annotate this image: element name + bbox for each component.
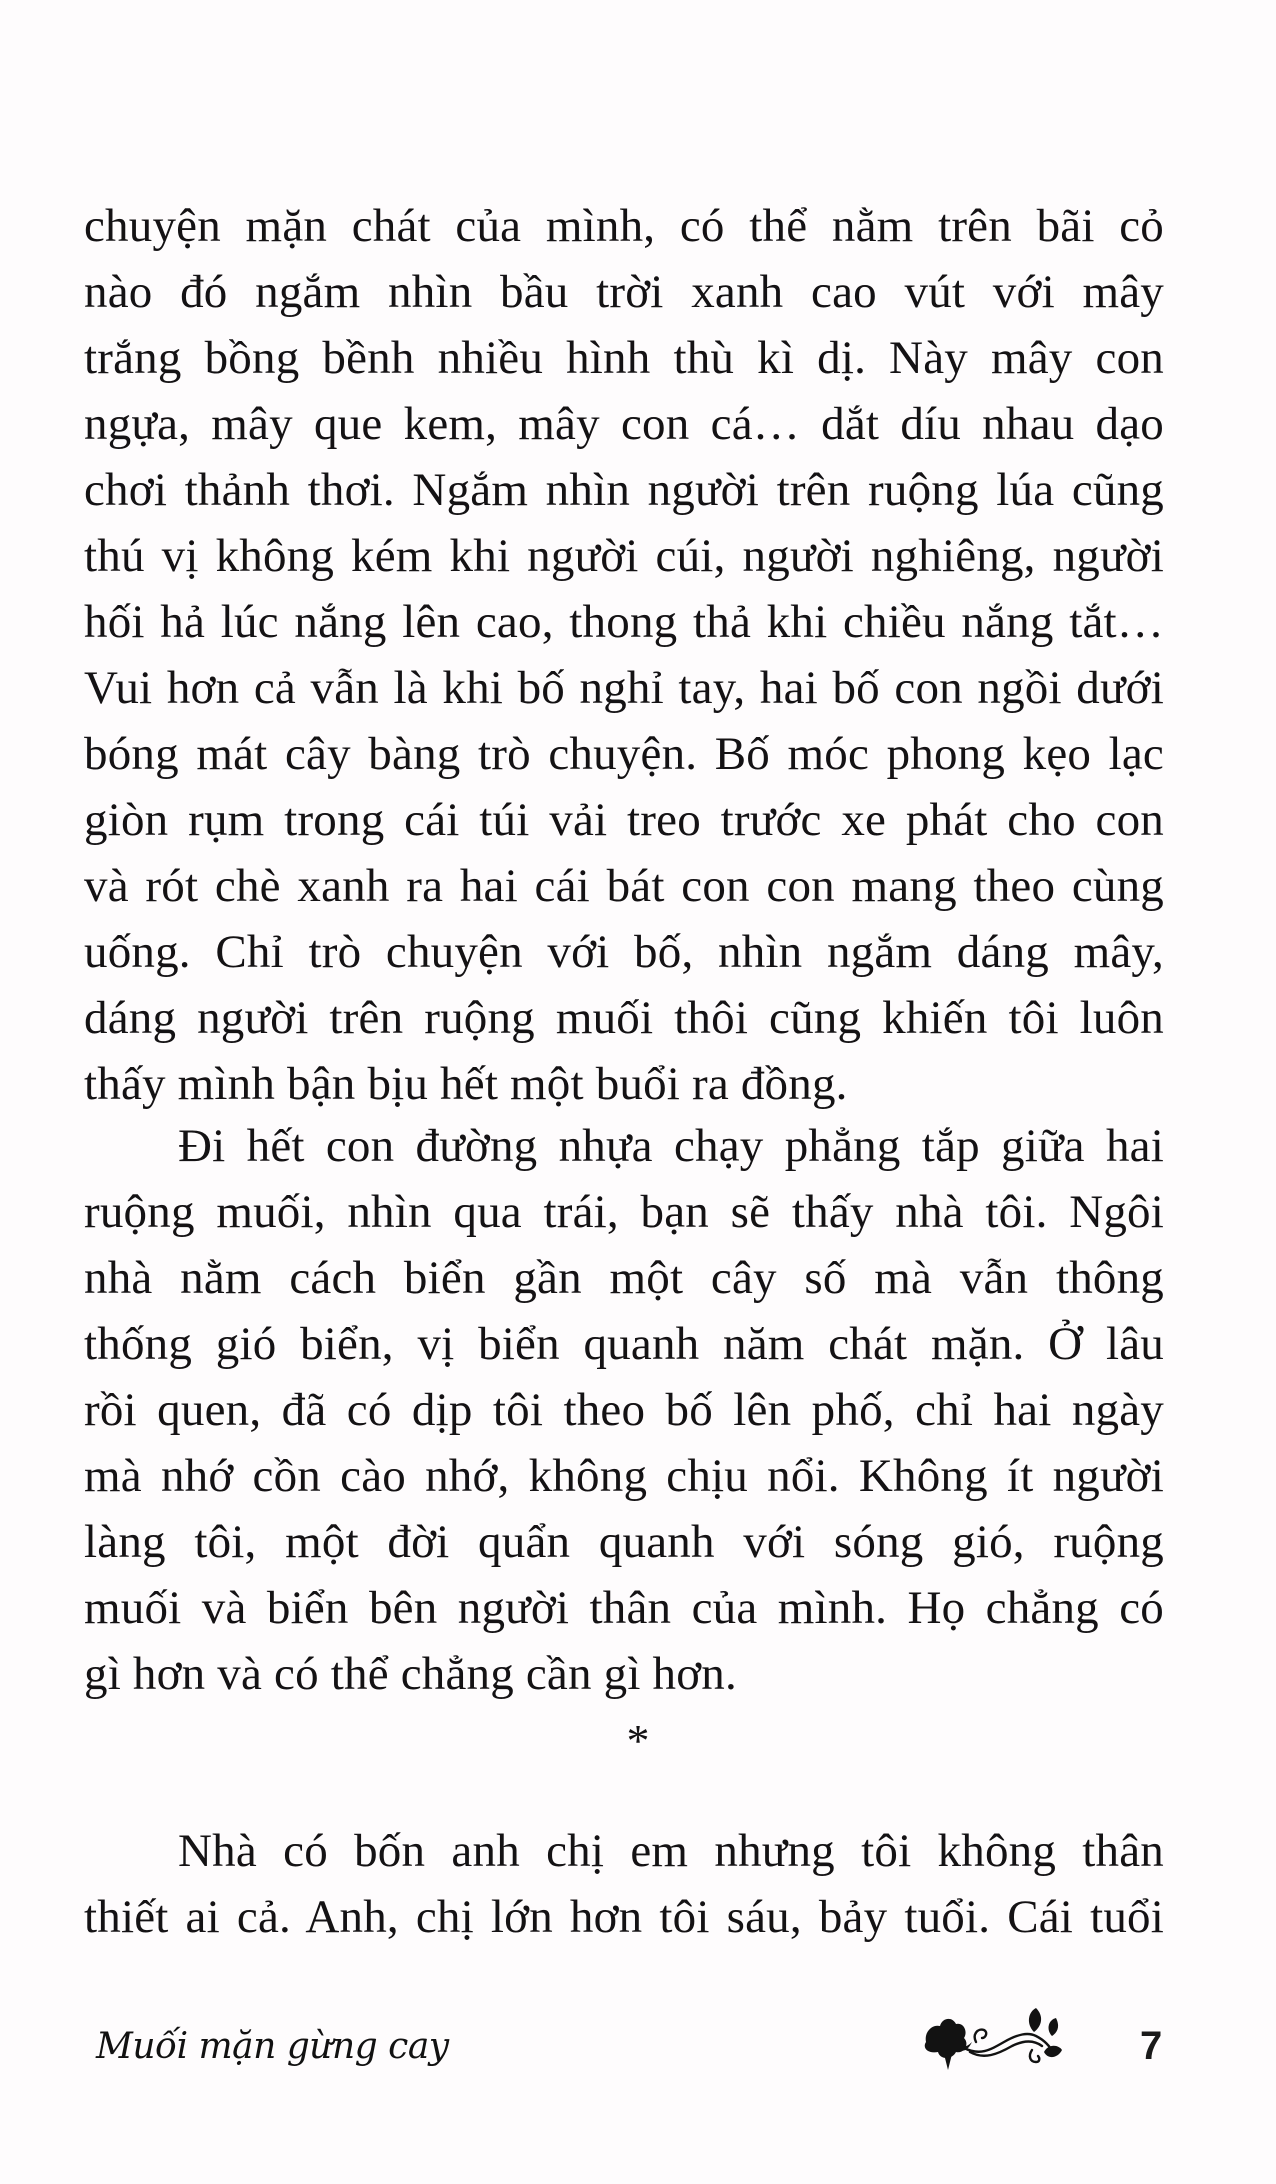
text-line: bóng mát cây bàng trò chuyện. Bố móc phong kẹo lạc: [84, 728, 1164, 780]
text-line: thú vị không kém khi người cúi, người nghiêng, người: [84, 530, 1164, 582]
text-line: nhà nằm cách biển gần một cây số mà vẫn thông: [84, 1252, 1164, 1304]
text-line: và rót chè xanh ra hai cái bát con con mang theo cùng: [84, 860, 1164, 912]
text-line: hối hả lúc nắng lên cao, thong thả khi chiều nắng tắt…: [84, 596, 1164, 648]
text-line: giòn rụm trong cái túi vải treo trước xe phát cho con: [84, 794, 1164, 846]
text-line: ruộng muối, nhìn qua trái, bạn sẽ thấy nhà tôi. Ngôi: [84, 1186, 1164, 1238]
paragraph-next-section: [84, 1818, 1164, 1950]
text-line: ngựa, mây que kem, mây con cá… dắt díu nhau dạo: [84, 398, 1164, 450]
text-line: mà nhớ cồn cào nhớ, không chịu nổi. Không ít người: [84, 1450, 1164, 1502]
footer-book-title: Muối mặn gừng cay: [96, 2026, 449, 2067]
text-line: thấy mình bận bịu hết một buổi ra đồng.: [84, 1058, 848, 1110]
text-line: Đi hết con đường nhựa chạy phẳng tắp giữa hai: [178, 1120, 1164, 1172]
rose-vine-ornament-icon: [920, 2006, 1072, 2078]
text-line: trắng bồng bềnh nhiều hình thù kì dị. Này mây con: [84, 332, 1164, 384]
text-line: dáng người trên ruộng muối thôi cũng khiến tôi luôn: [84, 992, 1164, 1044]
text-line: nào đó ngắm nhìn bầu trời xanh cao vút với mây: [84, 266, 1164, 318]
paragraph: [84, 1113, 1164, 1707]
text-line: chơi thảnh thơi. Ngắm nhìn người trên ruộng lúa cũng: [84, 464, 1164, 516]
text-line: uống. Chỉ trò chuyện với bố, nhìn ngắm dáng mây,: [84, 926, 1164, 978]
text-line: chuyện mặn chát của mình, có thể nằm trên bãi cỏ: [84, 200, 1164, 252]
paragraph-continuation: [84, 193, 1164, 1117]
text-line: thống gió biển, vị biển quanh năm chát mặn. Ở lâu: [84, 1318, 1164, 1370]
section-separator: *: [626, 1715, 650, 1766]
text-line: làng tôi, một đời quẩn quanh với sóng gió, ruộng: [84, 1516, 1164, 1568]
text-line: Nhà có bốn anh chị em nhưng tôi không thân: [178, 1825, 1164, 1877]
page-number: 7: [1140, 2024, 1163, 2068]
text-line: Vui hơn cả vẫn là khi bố nghỉ tay, hai bố con ngồi dưới: [84, 662, 1164, 714]
text-line: muối và biển bên người thân của mình. Họ chẳng có: [84, 1582, 1164, 1634]
text-line: rồi quen, đã có dịp tôi theo bố lên phố, chỉ hai ngày: [84, 1384, 1164, 1436]
text-line: gì hơn và có thể chẳng cần gì hơn.: [84, 1648, 737, 1700]
text-line: thiết ai cả. Anh, chị lớn hơn tôi sáu, bảy tuổi. Cái tuổi: [84, 1891, 1164, 1943]
